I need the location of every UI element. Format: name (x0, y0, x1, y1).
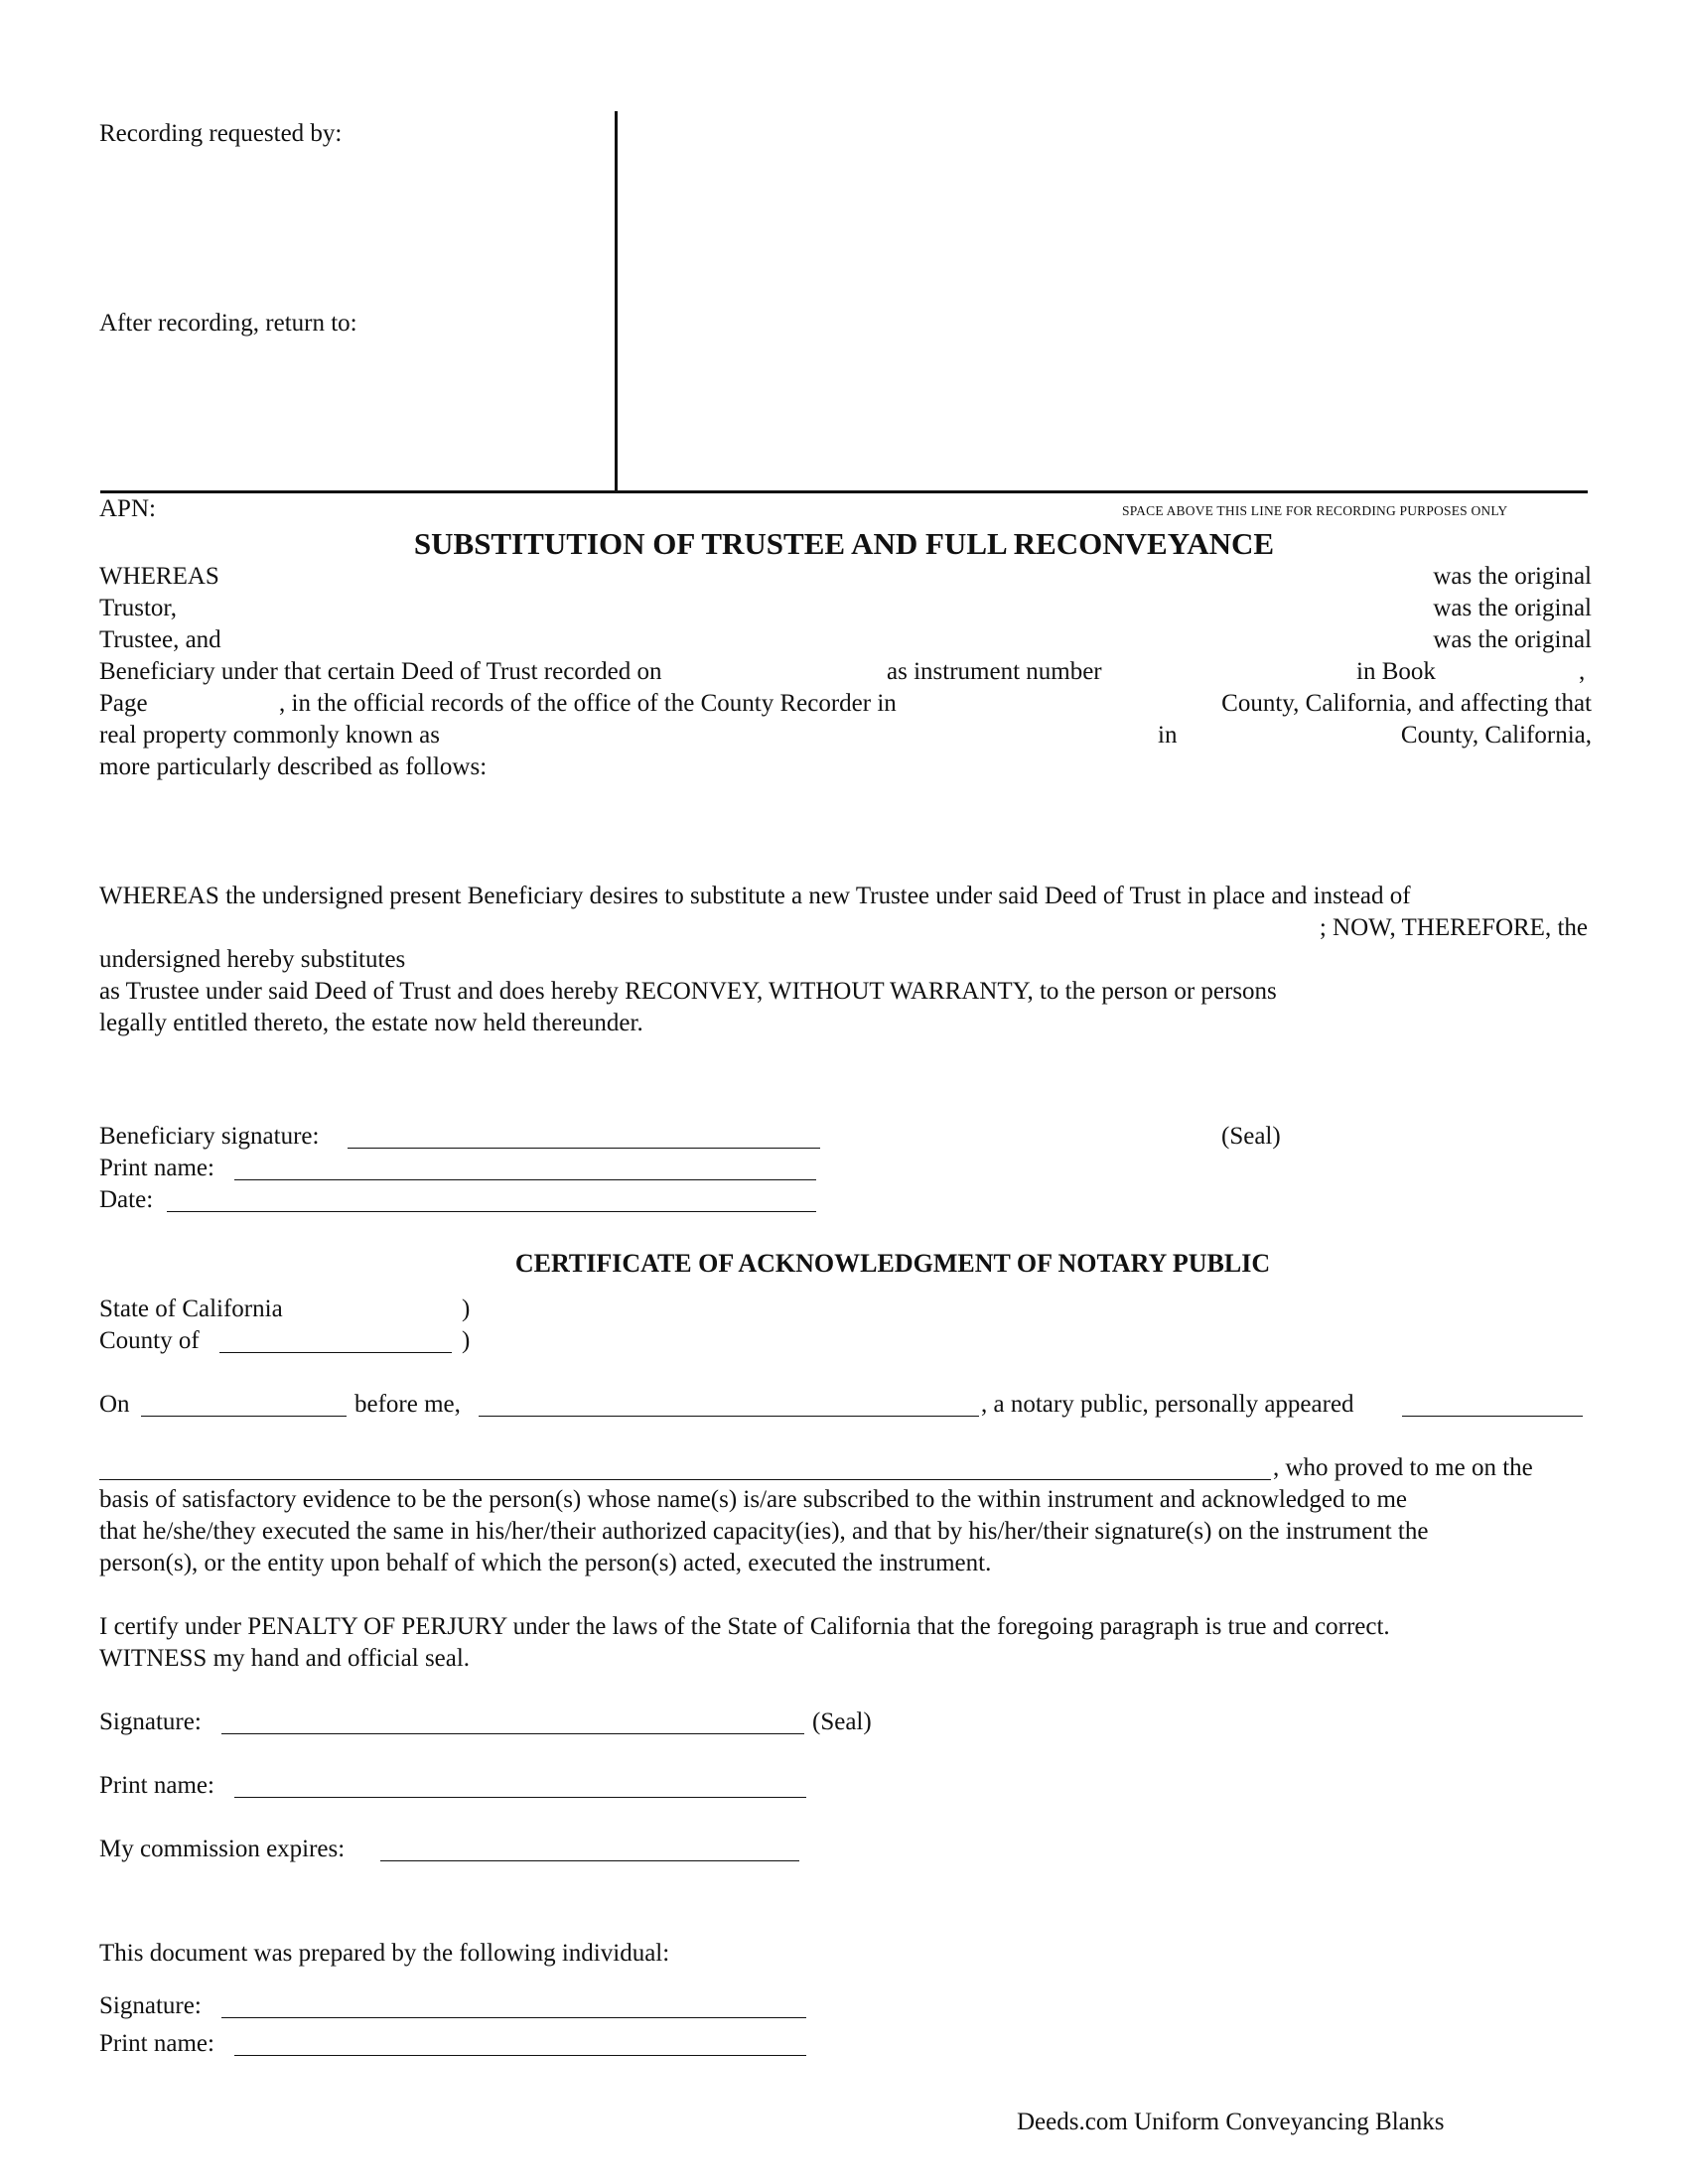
official-records-text: , in the official records of the office of the County Recorder in (279, 690, 897, 717)
beneficiary-signature-line[interactable] (348, 1148, 820, 1149)
whereas-label: WHEREAS (99, 563, 219, 590)
county-of-line[interactable] (219, 1352, 452, 1353)
footer-brand: Deeds.com Uniform Conveyancing Blanks (1017, 2109, 1445, 2135)
state-of-california-label: State of California (99, 1296, 283, 1322)
before-me-label: before me, (354, 1391, 461, 1418)
acknowledgment-date-line[interactable] (141, 1416, 347, 1417)
instrument-number-label: as instrument number (887, 658, 1102, 685)
was-original-trustor: was the original (1433, 563, 1592, 590)
venue-paren-1: ) (462, 1296, 471, 1322)
in-label: in (1158, 722, 1178, 749)
beneficiary-signature-label: Beneficiary signature: (99, 1123, 320, 1150)
who-proved-text: , who proved to me on the (1273, 1454, 1533, 1481)
prepared-by-text: This document was prepared by the following individual: (99, 1940, 670, 1967)
trustor-label: Trustor, (99, 595, 177, 621)
appeared-name-line-1[interactable] (1402, 1416, 1583, 1417)
basis-evidence-text: basis of satisfactory evidence to be the person(s) whose name(s) is/are subscribed to the within instrument and acknowledged to me (99, 1486, 1407, 1513)
document-title: SUBSTITUTION OF TRUSTEE AND FULL RECONVEYANCE (413, 526, 1275, 561)
legally-entitled-text: legally entitled thereto, the estate now held thereunder. (99, 1010, 643, 1036)
now-therefore-text: ; NOW, THEREFORE, the (1319, 914, 1588, 941)
preparer-signature-label: Signature: (99, 1992, 202, 2019)
notary-signature-line[interactable] (221, 1733, 804, 1734)
recording-space-rule (100, 490, 1588, 493)
executed-same-text: that he/she/they executed the same in his/her/their authorized capacity(ies), and that by his/her/their signature(s) on the instrument the (99, 1518, 1429, 1545)
appeared-name-line-2[interactable] (99, 1479, 1271, 1480)
entity-executed-text: person(s), or the entity upon behalf of which the person(s) acted, executed the instrument. (99, 1550, 992, 1576)
beneficiary-print-name-line[interactable] (234, 1179, 816, 1180)
substitution-line-1: WHEREAS the undersigned present Beneficiary desires to substitute a new Trustee under said Deed of Trust in place and instead of (99, 883, 1411, 909)
notary-print-name-label: Print name: (99, 1772, 214, 1799)
in-book-label: in Book (1356, 658, 1436, 685)
trustee-and-label: Trustee, and (99, 626, 221, 653)
beneficiary-date-label: Date: (99, 1186, 154, 1213)
notary-seal-label: (Seal) (812, 1708, 872, 1735)
county-of-label: County of (99, 1327, 200, 1354)
space-above-note: SPACE ABOVE THIS LINE FOR RECORDING PURPOSES ONLY (1122, 503, 1508, 518)
page-label: Page (99, 690, 148, 717)
book-comma: , (1579, 658, 1586, 685)
beneficiary-print-name-label: Print name: (99, 1155, 214, 1181)
hereby-substitutes-text: undersigned hereby substitutes (99, 946, 406, 973)
county-california-text: County, California, (1400, 722, 1592, 749)
real-property-text: real property commonly known as (99, 722, 440, 749)
more-particularly-text: more particularly described as follows: (99, 753, 488, 780)
on-label: On (99, 1391, 130, 1418)
was-original-trustee: was the original (1433, 595, 1592, 621)
witness-text: WITNESS my hand and official seal. (99, 1645, 471, 1672)
beneficiary-deed-text: Beneficiary under that certain Deed of Trust recorded on (99, 658, 662, 685)
notary-print-name-line[interactable] (234, 1797, 806, 1798)
notary-appeared-text: , a notary public, personally appeared (981, 1391, 1354, 1418)
notary-name-line[interactable] (479, 1416, 979, 1417)
county-affecting-text: County, California, and affecting that (1221, 690, 1592, 717)
certify-perjury-text: I certify under PENALTY OF PERJURY under the laws of the State of California that the foregoing paragraph is true and correct. (99, 1613, 1390, 1640)
after-recording-label: After recording, return to: (99, 310, 357, 337)
commission-expires-label: My commission expires: (99, 1836, 346, 1862)
was-original-beneficiary: was the original (1433, 626, 1592, 653)
preparer-print-name-line[interactable] (234, 2055, 806, 2056)
as-trustee-text: as Trustee under said Deed of Trust and does hereby RECONVEY, WITHOUT WARRANTY, to the person or persons (99, 978, 1277, 1005)
notary-signature-label: Signature: (99, 1708, 202, 1735)
beneficiary-date-line[interactable] (167, 1211, 816, 1212)
notary-heading: CERTIFICATE OF ACKNOWLEDGMENT OF NOTARY PUBLIC (514, 1249, 1271, 1278)
preparer-print-name-label: Print name: (99, 2030, 214, 2057)
apn-label: APN: (99, 495, 156, 522)
beneficiary-seal-label: (Seal) (1221, 1123, 1281, 1150)
commission-expires-line[interactable] (380, 1860, 799, 1861)
recording-requested-label: Recording requested by: (99, 120, 343, 147)
preparer-signature-line[interactable] (221, 2017, 806, 2018)
venue-paren-2: ) (462, 1327, 471, 1354)
header-vertical-divider (615, 111, 618, 492)
